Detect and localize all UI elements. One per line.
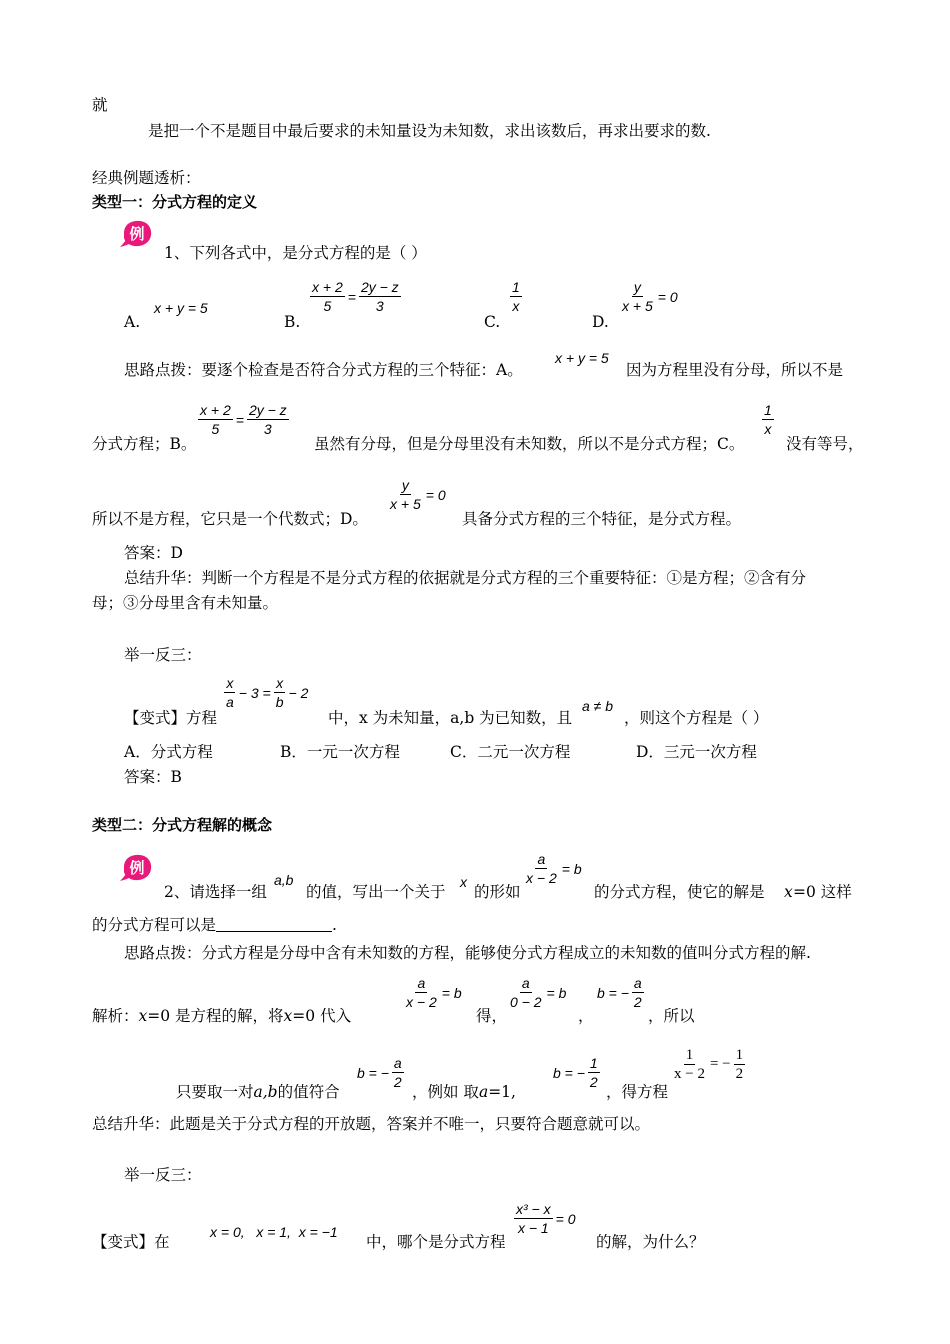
- variant-1-answer: 答案：B: [124, 768, 182, 786]
- frac-den: a: [226, 694, 234, 710]
- hint-b-mid: 虽然有分母，但是分母里没有未知数，所以不是分式方程；C。: [314, 435, 745, 453]
- q2-sol-x: x: [784, 883, 793, 901]
- frac-den: x: [512, 298, 520, 314]
- frac-num: 1: [512, 279, 520, 295]
- frac-num: a: [521, 975, 530, 991]
- example-badge-icon: [120, 852, 154, 882]
- frac-num: y: [633, 279, 641, 295]
- frac-den: x − 2: [674, 1066, 705, 1082]
- question-1: 1、下列各式中，是分式方程的是（ ）: [164, 244, 427, 262]
- analysis-1: =0 是方程的解，将: [147, 1007, 284, 1025]
- pair-a: a: [478, 1083, 489, 1101]
- q2-line2-text: 的分式方程可以是: [92, 916, 217, 934]
- frac-num: y: [401, 477, 409, 493]
- equation-lhs: b = −: [597, 984, 629, 1001]
- intro-line: 是把一个不是题目中最后要求的未知量设为未知数，求出该数后，再求出要求的数.: [148, 122, 711, 140]
- pair-ab: a,b: [253, 1083, 278, 1101]
- frac-den: x − 2: [406, 994, 437, 1010]
- frac-num: x + 2: [312, 279, 343, 295]
- pair-b-value: [550, 1054, 600, 1091]
- analysis-comma: ，: [578, 1007, 594, 1025]
- frac-den: 3: [263, 421, 272, 437]
- frac-num: a: [633, 975, 642, 991]
- frac-num: 1: [589, 1055, 598, 1071]
- analysis-eq2: [508, 974, 569, 1011]
- example-badge-icon: [120, 218, 154, 248]
- variant-1-tail: ，则这个方程是（ ）: [624, 709, 769, 727]
- frac-den: x + 5: [622, 298, 653, 314]
- pair-eg: ，例如 取: [412, 1083, 479, 1101]
- variant-option-c: C．二元一次方程: [450, 743, 571, 761]
- analysis-pre: 解析：: [92, 1007, 139, 1025]
- type2-title: 类型二：分式方程解的概念: [92, 816, 273, 834]
- summary-1-line2: 母；③分母里含有未知量。: [92, 594, 279, 612]
- analysis-eq1: [404, 974, 465, 1011]
- analysis-got: 得，: [476, 1007, 508, 1025]
- q2-sol-tail: =0 这样: [793, 883, 852, 901]
- variant-1-pre: 【变式】方程: [124, 709, 218, 727]
- analysis-line: [92, 1006, 351, 1026]
- classic-title: 经典例题透析：: [92, 169, 201, 187]
- frac-den: x − 1: [517, 1220, 549, 1236]
- frac-den: x + 5: [390, 496, 421, 512]
- variant-option-a: A．分式方程: [124, 743, 213, 761]
- hint-c-expression: [762, 401, 774, 438]
- frac-den: 0 − 2: [510, 994, 542, 1010]
- frac-num: 2y − z: [248, 402, 287, 418]
- hint-c-tail: 没有等号，: [786, 435, 864, 453]
- option-b-equation: [310, 278, 401, 315]
- example-badge-text: 例: [129, 225, 145, 243]
- analysis-so: ，所以: [648, 1007, 695, 1025]
- frac-num: 1: [764, 402, 772, 418]
- q2-tail: 的分式方程，使它的解是: [594, 883, 765, 901]
- frac-num: a: [393, 1055, 402, 1071]
- pair-result-eq: [672, 1046, 745, 1083]
- equation-lhs: b = −: [553, 1064, 585, 1081]
- frac-den: x: [764, 421, 772, 437]
- equation-tail: = 0: [555, 1210, 576, 1227]
- frac-num: a: [537, 851, 546, 867]
- variant-1-condition: a ≠ b: [582, 698, 614, 714]
- frac-den: 2: [633, 994, 642, 1010]
- frac-den: 5: [211, 421, 220, 437]
- frac-num: 1: [685, 1047, 694, 1063]
- q2-form-equation: [524, 850, 585, 887]
- hint-d-equation: [388, 476, 449, 513]
- equation-mid: − 3 =: [238, 684, 271, 701]
- variant-1-mid: 中，x 为未知量，a,b 为已知数，且: [328, 709, 573, 727]
- pair-mid: 的值符合: [277, 1083, 340, 1101]
- variant-2-equation: [514, 1200, 578, 1237]
- frac-num: x + 2: [200, 402, 231, 418]
- equals-sign: = −: [709, 1056, 731, 1072]
- pair-get: ，得方程: [606, 1083, 669, 1101]
- q2-line2-end: .: [332, 916, 337, 934]
- pair-line: [176, 1082, 340, 1102]
- option-c-label: C.: [484, 313, 501, 331]
- q2-mid1: 的值，写出一个关于: [306, 883, 446, 901]
- frac-num: x: [276, 675, 284, 691]
- variant-2-tail: 的解，为什么？: [596, 1233, 705, 1251]
- variant-option-d: D．三元一次方程: [636, 743, 757, 761]
- frac-num: x: [226, 675, 234, 691]
- variant-2-pre: 【变式】在: [92, 1233, 170, 1251]
- equation-tail: = b: [441, 984, 462, 1001]
- frac-num: 2y − z: [360, 279, 399, 295]
- option-b-label: B.: [284, 313, 301, 331]
- equation-tail: = 0: [425, 486, 446, 503]
- analysis-x1: x: [138, 1007, 148, 1025]
- answer-1: 答案：D: [124, 544, 183, 562]
- variant-2-mid: 中，哪个是分式方程: [366, 1233, 506, 1251]
- practice-1: 举一反三：: [124, 646, 202, 664]
- analysis-eq3: [594, 974, 644, 1011]
- equation-tail: − 2: [288, 684, 309, 701]
- variant-option-b: B．一元一次方程: [280, 743, 400, 761]
- frac-den: 2: [589, 1074, 598, 1090]
- equation-tail: = b: [546, 984, 567, 1001]
- answer-blank[interactable]: [216, 917, 332, 932]
- practice-2: 举一反三：: [124, 1166, 202, 1184]
- q2-pre: 2、请选择一组: [164, 883, 267, 901]
- frac-den: b: [275, 694, 284, 710]
- option-d-equation: [620, 278, 681, 315]
- option-d-label: D.: [592, 313, 609, 331]
- q2-x: x: [460, 874, 467, 890]
- hint-b-equation: [198, 401, 289, 438]
- frac-num: a: [417, 975, 426, 991]
- hint-2: 思路点拨：分式方程是分母中含有未知数的方程，能够使分式方程成立的未知数的值叫分式方程的解.: [124, 944, 811, 962]
- equation-lhs: b = −: [357, 1064, 389, 1081]
- equation-tail: = b: [561, 860, 582, 877]
- q2-ab: a,b: [274, 872, 294, 888]
- equals-sign: =: [235, 411, 244, 428]
- q2-line2: [92, 915, 337, 935]
- hint-a-text: 思路点拨：要逐个检查是否符合分式方程的三个特征：A。: [124, 361, 523, 379]
- pair-condition-eq: [354, 1054, 404, 1091]
- intro-jiu: 就: [92, 96, 108, 114]
- frac-num: 1: [735, 1047, 744, 1063]
- variant-2-values: x = 0, x = 1, x = −1: [210, 1224, 338, 1240]
- option-a-math: x + y = 5: [154, 300, 208, 316]
- hint-d-pre: 所以不是方程，它只是一个代数式；D。: [92, 510, 368, 528]
- frac-den: 2: [735, 1066, 744, 1082]
- example-badge-text: 例: [129, 859, 145, 877]
- summary-2: 总结升华：此题是关于分式方程的开放题，答案并不唯一，只要符合题意就可以。: [92, 1115, 651, 1133]
- equals-sign: =: [347, 288, 356, 305]
- hint-b-pre: 分式方程；B。: [92, 435, 197, 453]
- pair-pre: 只要取一对: [176, 1083, 254, 1101]
- type1-title: 类型一：分式方程的定义: [92, 193, 258, 211]
- pair-a-val: =1,: [488, 1083, 516, 1101]
- option-c-expression: [510, 278, 522, 315]
- option-a-label: A.: [124, 313, 141, 331]
- summary-1-line1: 总结升华：判断一个方程是不是分式方程的依据就是分式方程的三个重要特征：①是方程；②含有分: [124, 569, 807, 587]
- frac-den: x − 2: [526, 870, 557, 886]
- hint-a-tail: 因为方程里没有分母，所以不是: [626, 361, 844, 379]
- frac-den: 3: [375, 298, 384, 314]
- frac-den: 5: [323, 298, 332, 314]
- frac-den: 2: [393, 1074, 402, 1090]
- hint-a-math: x + y = 5: [555, 350, 609, 366]
- frac-num: x³ − x: [516, 1201, 551, 1217]
- hint-d-tail: 具备分式方程的三个特征，是分式方程。: [462, 510, 742, 528]
- q2-mid2: 的形如: [474, 883, 521, 901]
- pair-example: [412, 1082, 516, 1102]
- variant-1-equation: [224, 674, 311, 711]
- equation-tail: = 0: [657, 288, 678, 305]
- analysis-2: =0 代入: [292, 1007, 352, 1025]
- analysis-x2: x: [283, 1007, 293, 1025]
